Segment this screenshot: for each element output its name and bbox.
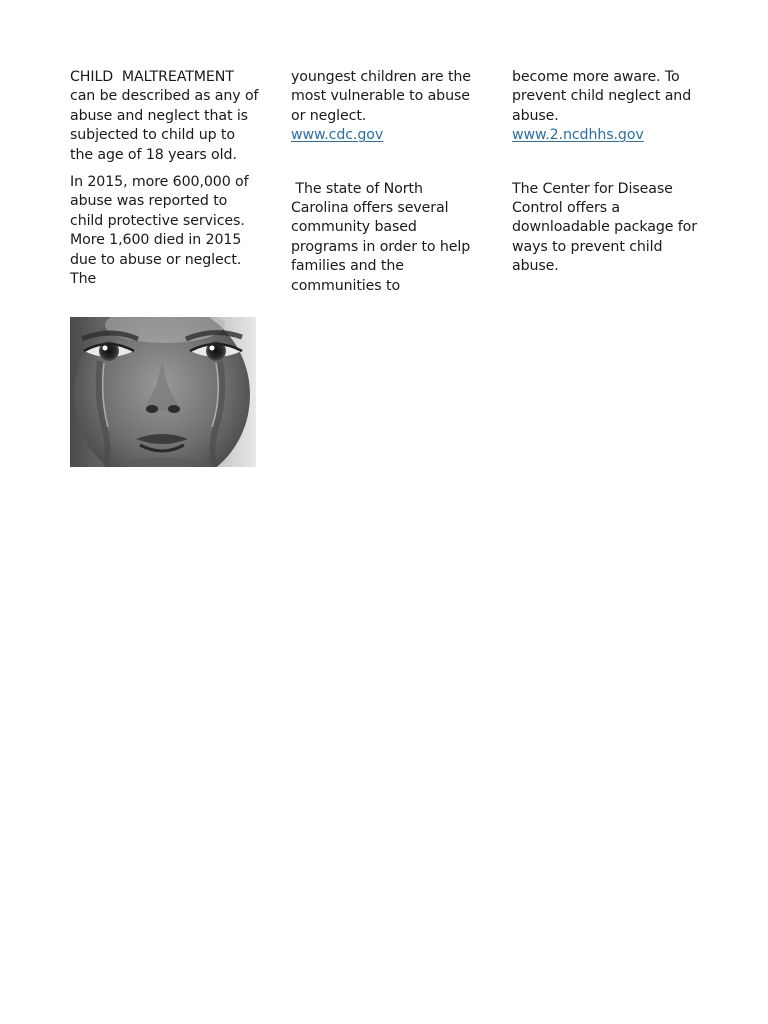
intro-paragraph: CHILD MALTREATMENT can be described as any of abuse and neglect that is subjected to child up to the age of 18 years old. <box>70 69 263 163</box>
awareness-paragraph: become more aware. To prevent child neglect and abuse. <box>512 69 696 124</box>
cdc-link[interactable]: www.cdc.gov <box>291 127 384 144</box>
crying-child-photo <box>70 317 256 467</box>
vulnerability-paragraph: youngest children are the most vulnerable to abuse or neglect. <box>291 69 476 124</box>
text-column-1 <box>70 68 263 289</box>
north-carolina-paragraph: The state of North Carolina offers several community based programs in order to help families and the communities to <box>291 180 475 294</box>
ncdhhs-link[interactable]: www.2.ncdhhs.gov <box>512 127 644 144</box>
text-column-3 <box>512 68 704 277</box>
statistics-paragraph: In 2015, more 600,000 of abuse was reported to child protective services. More 1,600 died in 2015 due to abuse or neglect. The <box>70 174 253 288</box>
text-column-2 <box>291 68 481 296</box>
cdc-package-paragraph: The Center for Disease Control offers a downloadable package for ways to prevent child abuse. <box>512 180 702 275</box>
child-face-image <box>70 317 256 467</box>
